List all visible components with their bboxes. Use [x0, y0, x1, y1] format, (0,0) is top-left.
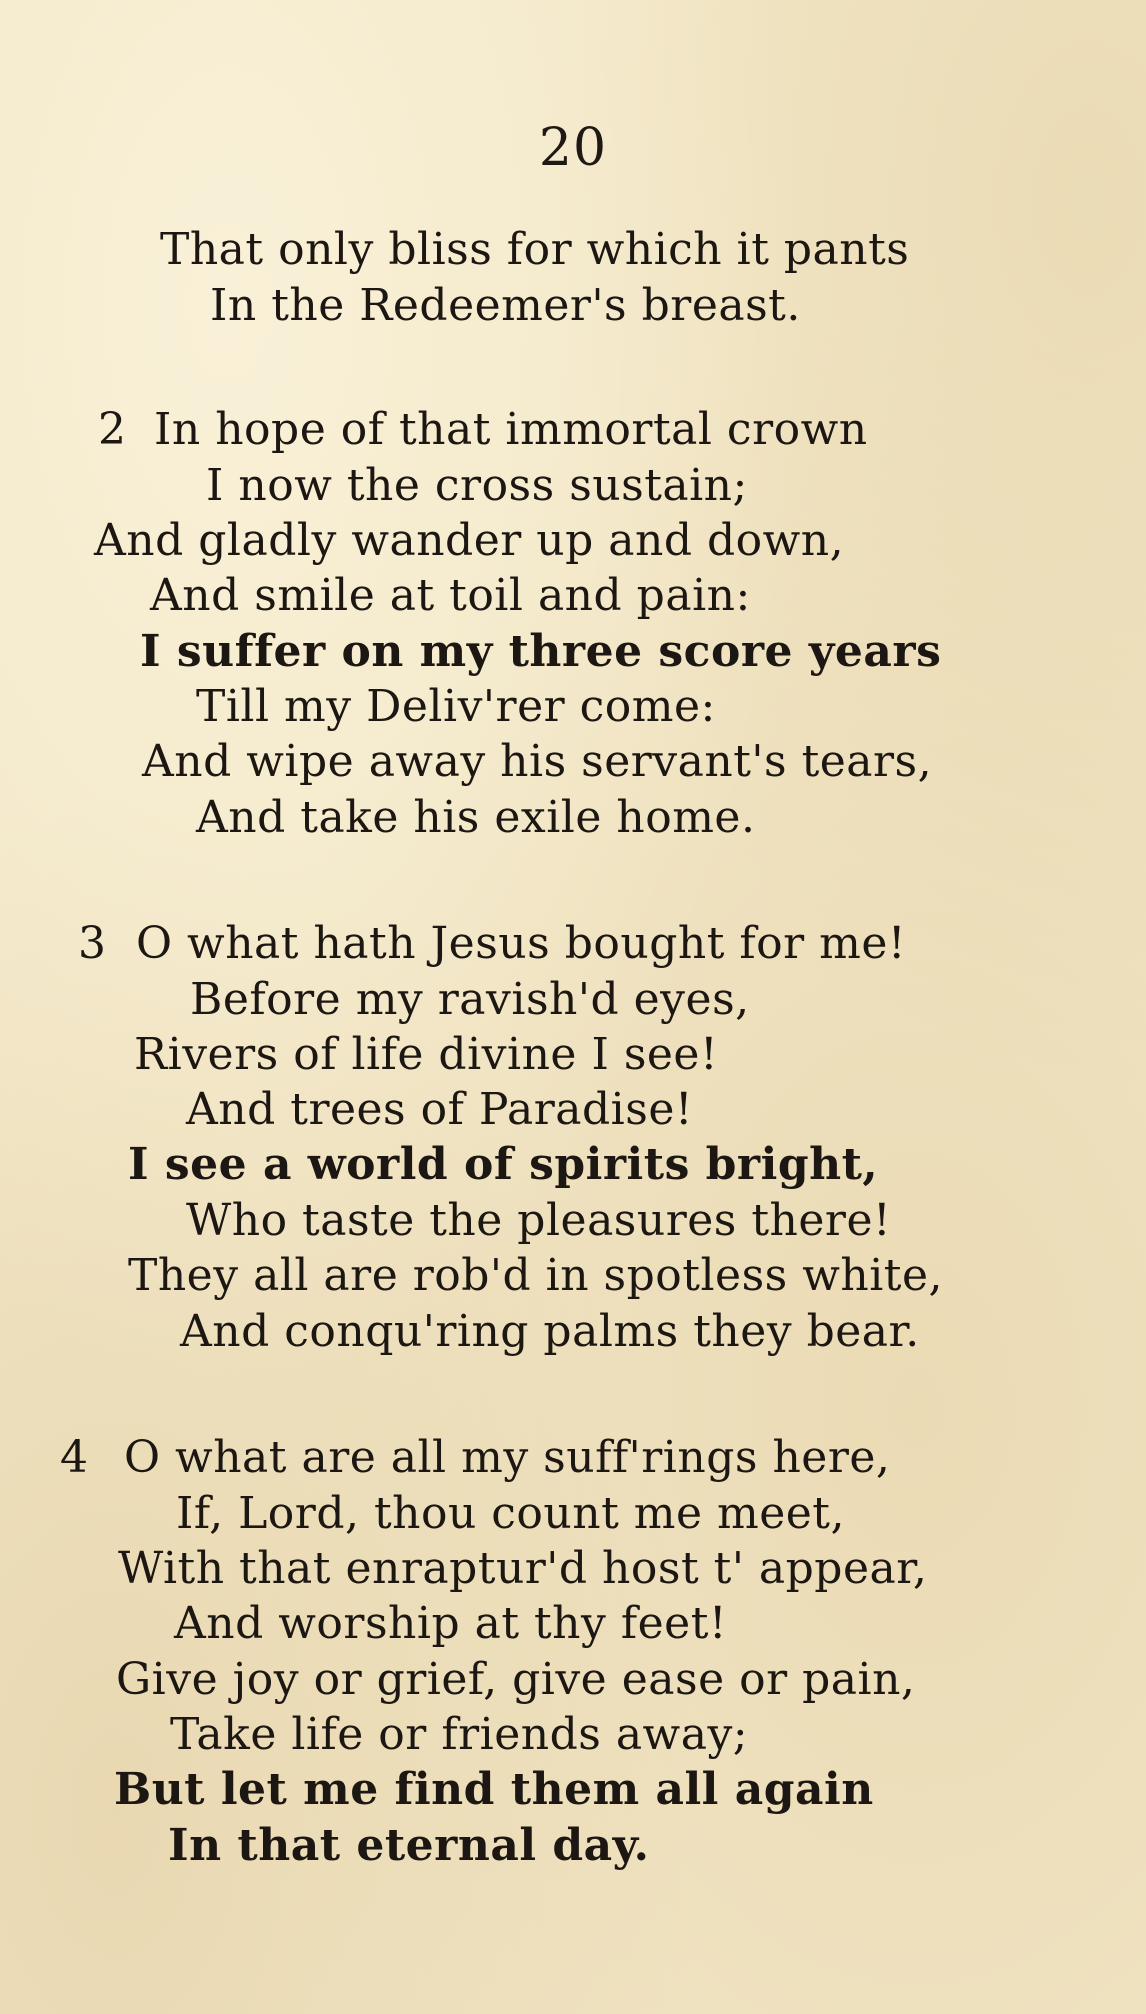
- stanza-2-line-1: In hope of that immortal crown: [154, 404, 868, 455]
- stanza-2-line-5: I suffer on my three score years: [140, 626, 942, 677]
- stanza-3-line-6: Who taste the pleasures there!: [186, 1195, 892, 1246]
- stanza-2-line-6: Till my Deliv'rer come:: [196, 681, 716, 732]
- stanza-2-line-3: And gladly wander up and down,: [94, 515, 845, 566]
- stanza-3-line-1: O what hath Jesus bought for me!: [136, 918, 907, 969]
- stanza-4-line-2: If, Lord, thou count me meet,: [176, 1488, 845, 1539]
- stanza-4-line-5: Give joy or grief, give ease or pain,: [116, 1654, 916, 1705]
- stanza-1-line-2: In the Redeemer's breast.: [210, 280, 801, 331]
- stanza-4-line-1: O what are all my suff'rings here,: [124, 1432, 891, 1483]
- stanza-4-line-7: But let me find them all again: [114, 1764, 874, 1815]
- stanza-1-line-1: That only bliss for which it pants: [160, 224, 910, 275]
- stanza-3-line-3: Rivers of life divine I see!: [134, 1029, 719, 1080]
- stanza-3-line-8: And conqu'ring palms they bear.: [180, 1306, 920, 1357]
- stanza-2-line-8: And take his exile home.: [196, 792, 756, 843]
- stanza-2-line-2: I now the cross sustain;: [206, 460, 748, 511]
- stanza-3-line-2: Before my ravish'd eyes,: [190, 974, 750, 1025]
- stanza-3-line-4: And trees of Paradise!: [186, 1084, 694, 1135]
- stanza-2-line-7: And wipe away his servant's tears,: [142, 736, 933, 787]
- page-number: 20: [538, 118, 608, 178]
- stanza-3-number: 3: [78, 918, 106, 969]
- stanza-3-line-7: They all are rob'd in spotless white,: [128, 1250, 944, 1301]
- stanza-4-line-6: Take life or friends away;: [170, 1709, 749, 1760]
- stanza-4-line-4: And worship at thy feet!: [174, 1598, 728, 1649]
- stanza-4-line-8: In that eternal day.: [168, 1820, 650, 1871]
- stanza-4-number: 4: [60, 1432, 88, 1483]
- stanza-2-number: 2: [98, 404, 126, 455]
- stanza-2-line-4: And smile at toil and pain:: [150, 570, 751, 621]
- stanza-4-line-3: With that enraptur'd host t' appear,: [118, 1543, 928, 1594]
- stanza-3-line-5: I see a world of spirits bright,: [128, 1139, 879, 1190]
